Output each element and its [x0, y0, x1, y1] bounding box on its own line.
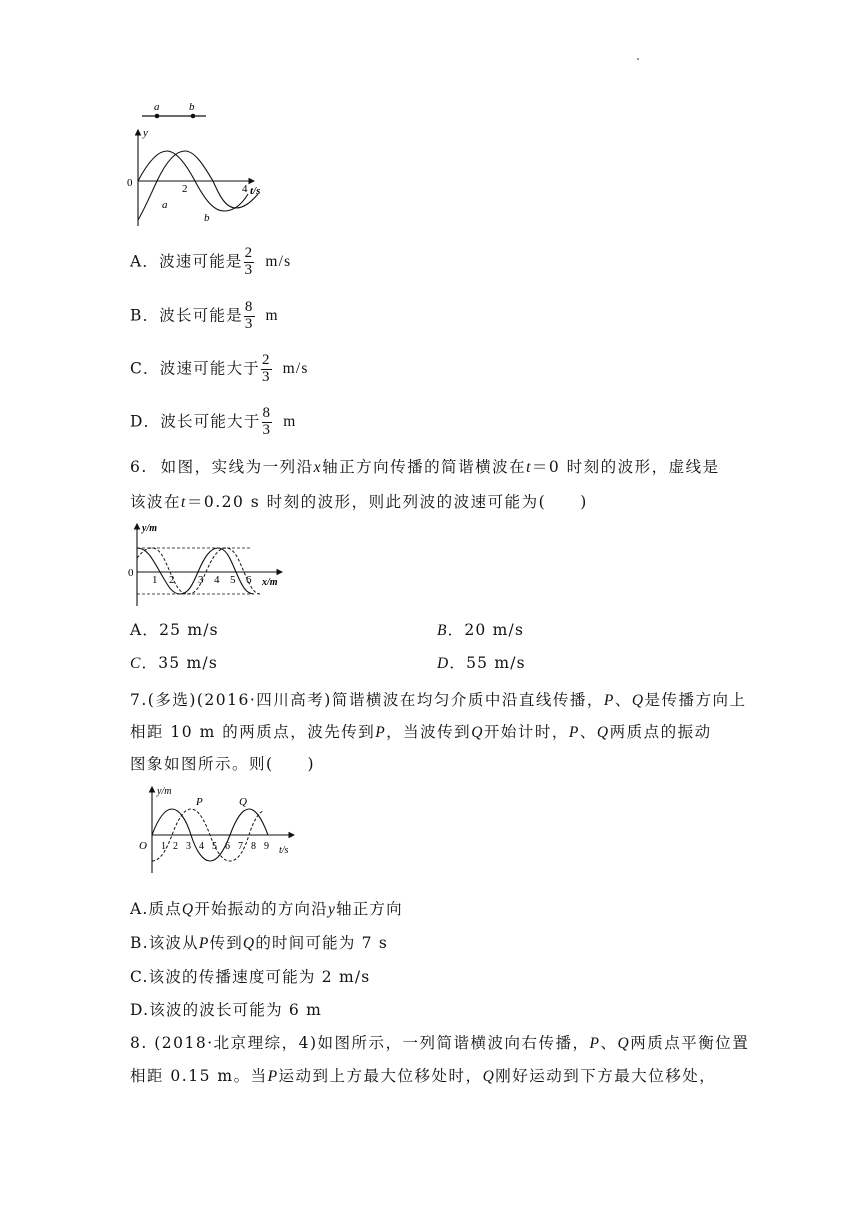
q7-option-a[interactable]: A.质点Q开始振动的方向沿y轴正方向 [130, 900, 403, 918]
tick: 8 [251, 841, 256, 852]
tick: 9 [264, 841, 269, 852]
q7-option-c[interactable]: C.该波的传播速度可能为 2 m/s [130, 968, 371, 986]
tick: 2 [173, 841, 178, 852]
tick: 7 [238, 841, 243, 852]
q6-stem-line2: 该波在t＝0.20 s 时刻的波形，则此列波的波速可能为( ) [130, 493, 588, 511]
tick: 4 [214, 574, 220, 586]
t-axis-label: t/s [279, 845, 289, 856]
point-b [191, 114, 196, 119]
q6-option-c[interactable]: C．35 m/s [130, 654, 218, 672]
fraction: $\frac{8}{3}$ [262, 405, 272, 438]
tick: 1 [152, 574, 158, 586]
q6-option-b[interactable]: B．20 m/s [437, 621, 525, 639]
origin-label: 0 [128, 567, 134, 579]
solid-wave [137, 548, 254, 594]
tick: 6 [225, 841, 230, 852]
q7-stem-line2: 相距 10 m 的两质点，波先传到P，当波传到Q开始计时，P、Q两质点的振动 [130, 723, 712, 741]
origin-label: O [139, 840, 147, 852]
q8-stem-line2: 相距 0.15 m。当P运动到上方最大位移处时，Q刚好运动到下方最大位移处， [130, 1067, 717, 1085]
tick: 5 [230, 574, 236, 586]
y-axis-label: y/m [157, 786, 172, 797]
figure-q7-vibration [132, 783, 302, 875]
q6-option-a[interactable]: A．25 m/s [130, 621, 219, 639]
q5-option-d[interactable]: D．波长可能大于 $\frac{8}{3}$ m [130, 405, 297, 438]
y-axis-label: y/m [142, 523, 157, 534]
label-p: P [196, 796, 203, 808]
page-mark [637, 58, 639, 60]
tick-2: 2 [182, 183, 188, 195]
t-ticks [161, 841, 269, 852]
q6-option-d[interactable]: D．55 m/s [437, 654, 526, 672]
label-point-b: b [189, 101, 195, 113]
figure-q6-waveform [122, 518, 292, 610]
point-a [155, 114, 160, 119]
curve-a-label: a [162, 199, 168, 211]
tick: 6 [246, 574, 252, 586]
curve-b-label: b [204, 212, 210, 224]
y-axis-label: y [143, 127, 148, 139]
label-point-a: a [154, 101, 160, 113]
x-axis-label: x/m [262, 577, 278, 588]
tick: 4 [199, 841, 204, 852]
q6-stem-line1: 6. 如图，实线为一列沿x轴正方向传播的简谐横波在t＝0 时刻的波形，虚线是 [130, 458, 720, 476]
q5-option-b[interactable]: B．波长可能是 $\frac{8}{3}$ m [130, 299, 279, 332]
tick: 2 [169, 574, 175, 586]
tick-4: 4 [242, 183, 248, 195]
fraction: $\frac{2}{3}$ [261, 352, 271, 385]
figure-ab-vibration [120, 98, 280, 230]
origin-label: 0 [127, 177, 133, 189]
q7-option-b[interactable]: B.该波从P传到Q的时间可能为 7 s [130, 934, 388, 952]
q7-stem-line1: 7.(多选)(2016·四川高考)简谐横波在均匀介质中沿直线传播，P、Q是传播方向上 [130, 691, 747, 709]
tick: 3 [198, 574, 204, 586]
tick: 5 [212, 841, 217, 852]
fraction: $\frac{2}{3}$ [244, 245, 254, 278]
tick: 1 [161, 841, 166, 852]
q7-stem-line3: 图象如图所示。则( ) [130, 755, 316, 773]
q8-stem-line1: 8. (2018·北京理综，4)如图所示，一列简谐横波向右传播，P、Q两质点平衡位置 [130, 1034, 750, 1052]
t-axis-label: t/s [250, 185, 261, 197]
q5-option-c[interactable]: C．波速可能大于 $\frac{2}{3}$ m/s [130, 352, 309, 385]
q7-option-d[interactable]: D.该波的波长可能为 6 m [130, 1001, 323, 1019]
q5-option-a[interactable]: A．波速可能是 $\frac{2}{3}$ m/s [130, 245, 292, 278]
fraction: $\frac{8}{3}$ [244, 299, 254, 332]
label-q: Q [239, 796, 247, 808]
tick: 3 [186, 841, 191, 852]
